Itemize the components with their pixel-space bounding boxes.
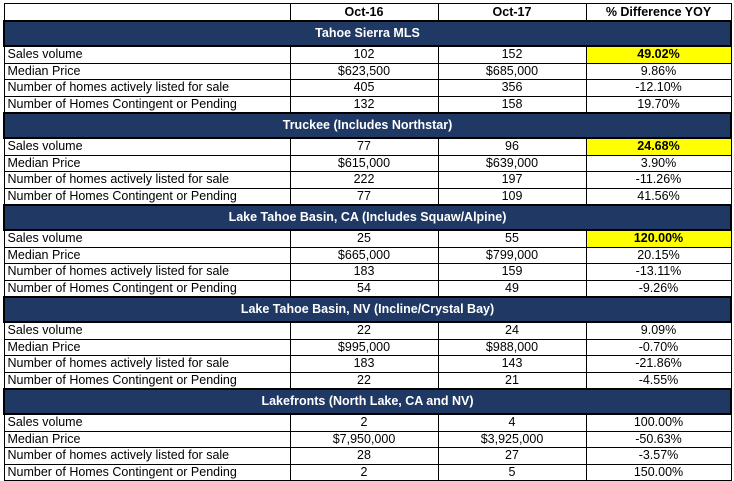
table-row: [4, 356, 731, 373]
row-label: Sales volume: [4, 46, 290, 63]
oct-17-value: 27: [438, 448, 586, 465]
table-row: [4, 96, 731, 113]
section-title: Truckee (Includes Northstar): [4, 113, 731, 138]
section-header-row: [4, 205, 731, 230]
oct-16-value: $995,000: [290, 339, 438, 356]
oct-16-value: 77: [290, 138, 438, 155]
oct-16-value: $665,000: [290, 247, 438, 264]
oct-17-value: 55: [438, 230, 586, 247]
table-row: [4, 464, 731, 481]
table-row: [4, 264, 731, 281]
section-header-row: [4, 389, 731, 414]
row-label: Sales volume: [4, 138, 290, 155]
oct-16-value: $623,500: [290, 63, 438, 80]
table-row: [4, 339, 731, 356]
table-row: [4, 247, 731, 264]
pct-diff-value: 9.86%: [586, 63, 731, 80]
oct-17-value: $799,000: [438, 247, 586, 264]
oct-17-value: 356: [438, 80, 586, 97]
table-row: [4, 322, 731, 339]
row-label: Median Price: [4, 339, 290, 356]
row-label: Median Price: [4, 155, 290, 172]
pct-diff-value: 120.00%: [586, 230, 731, 247]
oct-16-value: 183: [290, 356, 438, 373]
table-row: [4, 431, 731, 448]
header-blank: [4, 4, 290, 22]
oct-16-value: 405: [290, 80, 438, 97]
pct-diff-value: 100.00%: [586, 414, 731, 431]
pct-diff-value: -50.63%: [586, 431, 731, 448]
oct-17-value: 152: [438, 46, 586, 63]
pct-diff-value: 49.02%: [586, 46, 731, 63]
pct-diff-value: 150.00%: [586, 464, 731, 481]
table-row: [4, 80, 731, 97]
oct-17-value: 143: [438, 356, 586, 373]
table-row: [4, 63, 731, 80]
table-body: [4, 21, 731, 481]
section-title: Lakefronts (North Lake, CA and NV): [4, 389, 731, 414]
section-header-row: [4, 297, 731, 322]
oct-17-value: 109: [438, 188, 586, 205]
oct-16-value: 183: [290, 264, 438, 281]
section-title: Tahoe Sierra MLS: [4, 21, 731, 46]
table-row: [4, 230, 731, 247]
oct-17-value: 159: [438, 264, 586, 281]
table-row: [4, 188, 731, 205]
row-label: Sales volume: [4, 230, 290, 247]
row-label: Sales volume: [4, 322, 290, 339]
pct-diff-value: 9.09%: [586, 322, 731, 339]
oct-17-value: $639,000: [438, 155, 586, 172]
row-label: Median Price: [4, 247, 290, 264]
oct-17-value: 21: [438, 372, 586, 389]
oct-17-value: 96: [438, 138, 586, 155]
oct-16-value: 2: [290, 414, 438, 431]
row-label: Number of Homes Contingent or Pending: [4, 464, 290, 481]
table-row: [4, 448, 731, 465]
table-row: [4, 414, 731, 431]
market-stats-table: [3, 3, 732, 481]
row-label: Number of homes actively listed for sale: [4, 264, 290, 281]
pct-diff-value: -0.70%: [586, 339, 731, 356]
oct-16-value: 54: [290, 280, 438, 297]
table-row: [4, 155, 731, 172]
row-label: Number of Homes Contingent or Pending: [4, 96, 290, 113]
table-row: [4, 372, 731, 389]
pct-diff-value: 20.15%: [586, 247, 731, 264]
header-oct-17: Oct-17: [438, 4, 586, 22]
oct-17-value: 49: [438, 280, 586, 297]
oct-17-value: $685,000: [438, 63, 586, 80]
table-row: [4, 138, 731, 155]
oct-16-value: 102: [290, 46, 438, 63]
oct-16-value: 22: [290, 322, 438, 339]
row-label: Median Price: [4, 431, 290, 448]
oct-17-value: 4: [438, 414, 586, 431]
oct-16-value: 22: [290, 372, 438, 389]
pct-diff-value: -3.57%: [586, 448, 731, 465]
row-label: Number of homes actively listed for sale: [4, 80, 290, 97]
oct-16-value: $615,000: [290, 155, 438, 172]
header-row: [4, 4, 731, 22]
pct-diff-value: 3.90%: [586, 155, 731, 172]
row-label: Number of Homes Contingent or Pending: [4, 188, 290, 205]
table-row: [4, 172, 731, 189]
row-label: Number of homes actively listed for sale: [4, 448, 290, 465]
oct-16-value: 77: [290, 188, 438, 205]
oct-16-value: 28: [290, 448, 438, 465]
row-label: Number of Homes Contingent or Pending: [4, 280, 290, 297]
pct-diff-value: 24.68%: [586, 138, 731, 155]
section-title: Lake Tahoe Basin, NV (Incline/Crystal Bay): [4, 297, 731, 322]
oct-17-value: 197: [438, 172, 586, 189]
oct-16-value: $7,950,000: [290, 431, 438, 448]
row-label: Number of homes actively listed for sale: [4, 356, 290, 373]
header-oct-16: Oct-16: [290, 4, 438, 22]
pct-diff-value: 41.56%: [586, 188, 731, 205]
oct-16-value: 222: [290, 172, 438, 189]
table-row: [4, 46, 731, 63]
header-pct-diff: % Difference YOY: [586, 4, 731, 22]
oct-17-value: 24: [438, 322, 586, 339]
oct-17-value: $988,000: [438, 339, 586, 356]
pct-diff-value: -4.55%: [586, 372, 731, 389]
oct-17-value: 5: [438, 464, 586, 481]
pct-diff-value: -12.10%: [586, 80, 731, 97]
row-label: Number of Homes Contingent or Pending: [4, 372, 290, 389]
section-header-row: [4, 21, 731, 46]
row-label: Median Price: [4, 63, 290, 80]
oct-16-value: 25: [290, 230, 438, 247]
oct-17-value: $3,925,000: [438, 431, 586, 448]
row-label: Number of homes actively listed for sale: [4, 172, 290, 189]
row-label: Sales volume: [4, 414, 290, 431]
oct-16-value: 2: [290, 464, 438, 481]
pct-diff-value: -21.86%: [586, 356, 731, 373]
pct-diff-value: 19.70%: [586, 96, 731, 113]
section-title: Lake Tahoe Basin, CA (Includes Squaw/Alpine): [4, 205, 731, 230]
oct-16-value: 132: [290, 96, 438, 113]
oct-17-value: 158: [438, 96, 586, 113]
pct-diff-value: -11.26%: [586, 172, 731, 189]
table-row: [4, 280, 731, 297]
section-header-row: [4, 113, 731, 138]
pct-diff-value: -13.11%: [586, 264, 731, 281]
pct-diff-value: -9.26%: [586, 280, 731, 297]
